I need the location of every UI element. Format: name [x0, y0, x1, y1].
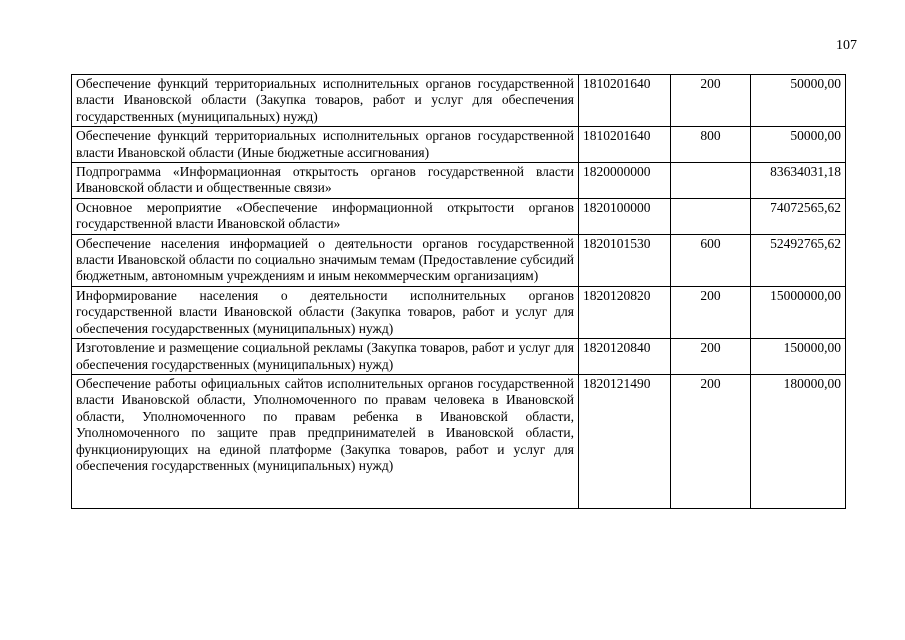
expense-type-cell — [671, 163, 751, 199]
amount-cell: 150000,00 — [751, 339, 846, 375]
expense-name-cell: Изготовление и размещение социальной рекламы (Закупка товаров, работ и услуг для обеспечения государственных (муниципальных) нужд) — [72, 339, 579, 375]
target-code-cell: 1820120840 — [579, 339, 671, 375]
expense-name-cell: Обеспечение населения информацией о деятельности органов государственной власти Ивановской области по социально значимым темам (Предоставление субсидий бюджетным, автономным учреждениям и иным некоммерческим организациям) — [72, 234, 579, 286]
amount-cell: 83634031,18 — [751, 163, 846, 199]
table-row — [72, 163, 846, 199]
expense-type-cell: 800 — [671, 127, 751, 163]
target-code-cell: 1820000000 — [579, 163, 671, 199]
expense-name-cell: Информирование населения о деятельности исполнительных органов государственной власти Ивановской области (Закупка товаров, работ и услуг для обеспечения государственных (муниципальных) нужд) — [72, 286, 579, 338]
expense-name-cell: Основное мероприятие «Обеспечение информационной открытости органов государственной власти Ивановской области» — [72, 198, 579, 234]
expense-name-cell: Обеспечение функций территориальных исполнительных органов государственной власти Ивановской области (Закупка товаров, работ и услуг для обеспечения государственных (муниципальных) нужд) — [72, 75, 579, 127]
expense-type-cell: 200 — [671, 286, 751, 338]
table-row — [72, 127, 846, 163]
amount-cell: 50000,00 — [751, 75, 846, 127]
amount-cell: 52492765,62 — [751, 234, 846, 286]
budget-table — [71, 74, 846, 509]
expense-type-cell: 600 — [671, 234, 751, 286]
target-code-cell: 1820101530 — [579, 234, 671, 286]
target-code-cell: 1820100000 — [579, 198, 671, 234]
target-code-cell: 1810201640 — [579, 127, 671, 163]
table-row — [72, 234, 846, 286]
target-code-cell: 1820121490 — [579, 374, 671, 508]
page-number: 107 — [836, 38, 857, 53]
target-code-cell: 1810201640 — [579, 75, 671, 127]
expense-type-cell: 200 — [671, 339, 751, 375]
table-row — [72, 75, 846, 127]
amount-cell: 74072565,62 — [751, 198, 846, 234]
expense-type-cell: 200 — [671, 75, 751, 127]
table-row — [72, 198, 846, 234]
amount-cell: 15000000,00 — [751, 286, 846, 338]
expense-name-cell: Обеспечение работы официальных сайтов исполнительных органов государственной власти Ивановской области, Уполномоченного по правам человека в Ивановской области, Уполномоченного по правам ребенка в Ивановской области, Уполномоченного по защите прав предпринимателей в Ивановской области, функционирующих на единой платформе (Закупка товаров, работ и услуг для обеспечения государственных (муниципальных) нужд) — [72, 374, 579, 508]
table-row — [72, 374, 846, 508]
expense-type-cell — [671, 198, 751, 234]
amount-cell: 50000,00 — [751, 127, 846, 163]
table-row — [72, 286, 846, 338]
table-row — [72, 339, 846, 375]
expense-name-cell: Подпрограмма «Информационная открытость органов государственной власти Ивановской области и общественные связи» — [72, 163, 579, 199]
expense-name-cell: Обеспечение функций территориальных исполнительных органов государственной власти Ивановской области (Иные бюджетные ассигнования) — [72, 127, 579, 163]
amount-cell: 180000,00 — [751, 374, 846, 508]
expense-type-cell: 200 — [671, 374, 751, 508]
target-code-cell: 1820120820 — [579, 286, 671, 338]
